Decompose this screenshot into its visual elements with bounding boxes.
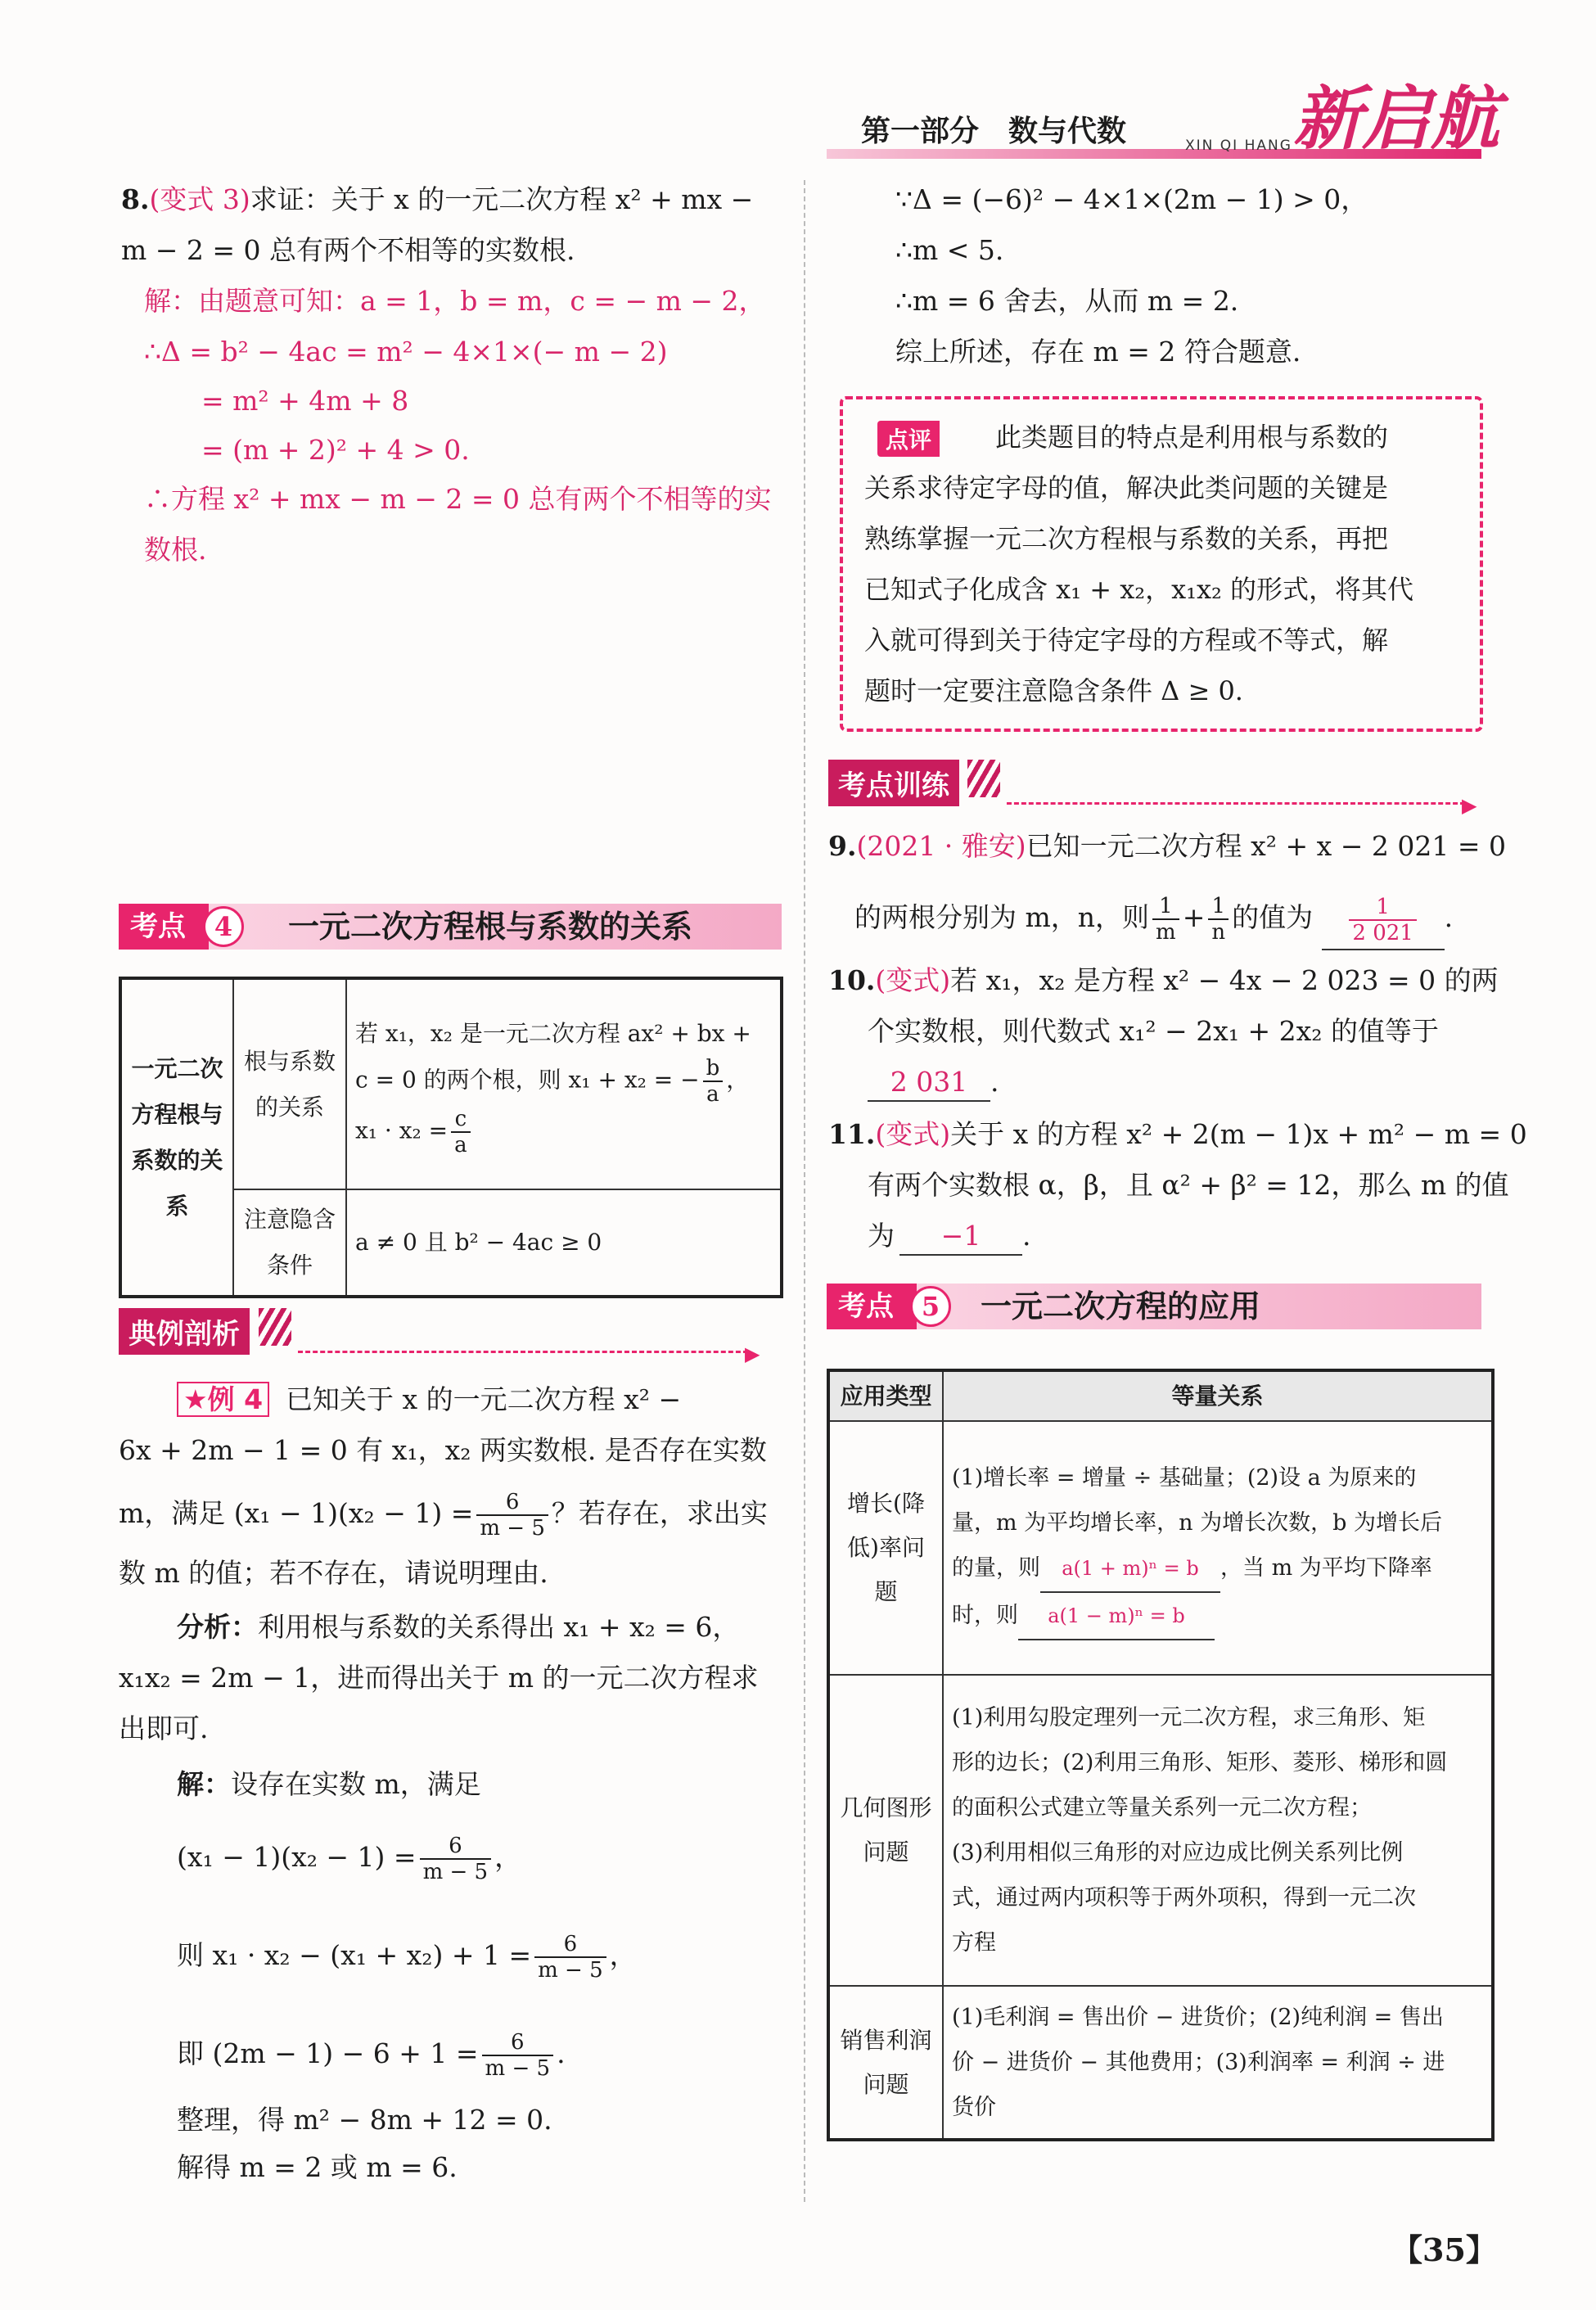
example-line4: 数 m 的值；若不存在，请说明理由. (119, 1557, 548, 1589)
training-tag: 考点训练 (828, 760, 959, 806)
section5-tag: 考点 (827, 1284, 917, 1329)
q8-line2: m − 2 = 0 总有两个不相等的实数根. (121, 234, 575, 266)
comment-line5: 入就可得到关于待定字母的方程或不等式，解 (864, 625, 1389, 656)
training-divider (1007, 802, 1465, 805)
comment-tag: 点评 (877, 421, 940, 457)
analysis-line1: 分析：利用根与系数的关系得出 x₁ + x₂ = 6， (177, 1611, 740, 1643)
right-line1: ∵Δ = (−6)² − 4×1×(2m − 1) > 0， (895, 183, 1368, 215)
table2-row2-content: (1)利用勾股定理列一元二次方程，求三角形、矩 形的边长；(2)利用三角形、矩形、菱形、梯形和圆 的面积公式建立等量关系列一元二次方程； (3)利用相似三角形的对应边成比例关系列比例 式，通过两内项积等于两外项积，得到一元二次 方程 (943, 1675, 1493, 1986)
table2-row1-content: (1)增长率 = 增量 ÷ 基础量；(2)设 a 为原来的 量，m 为平均增长率，n 为增长次数，b 为增长后 的量，则 a(1 + m)ⁿ = b ，当 m 为平均下降率 时，则 a(1 − m)ⁿ = b (943, 1421, 1493, 1675)
solution-line5: 整理，得 m² − 8m + 12 = 0. (177, 2104, 552, 2136)
q9-fraction-1: $\frac{1}{m}$ (1152, 894, 1179, 945)
example-tag: 典例剖析 (119, 1308, 250, 1355)
table2-row1-type: 增长(降低)率问题 (828, 1421, 943, 1675)
section5-title: 一元二次方程的应用 (981, 1288, 1261, 1324)
page-number: 【35】 (1391, 2231, 1497, 2268)
example-stripes (259, 1308, 291, 1346)
example-divider (298, 1351, 748, 1353)
section4-title: 一元二次方程根与系数的关系 (288, 909, 693, 945)
q10-line3: 2 031 . (868, 1064, 999, 1102)
table2-row3-type: 销售利润问题 (828, 1986, 943, 2140)
logo: 新启航 (1293, 78, 1500, 159)
section4-number: 4 (203, 906, 244, 947)
right-line2: ∴m < 5. (895, 234, 1004, 266)
q10-line1: 10.(变式)若 x₁，x₂ 是方程 x² − 4x − 2 023 = 0 的两 (828, 964, 1499, 996)
q8-solution-2: ∴Δ = b² − 4ac = m² − 4×1×(− m − 2) (144, 336, 668, 368)
comment-line2: 关系求待定字母的值，解决此类问题的关键是 (864, 472, 1389, 503)
table1-left-label: 一元二次方程根与系数的关系 (120, 978, 233, 1297)
solution-line2: (x₁ − 1)(x₂ − 1) = $\frac{6}{m - 5}$ ， (177, 1834, 522, 1884)
q11-line2: 有两个实数根 α，β，且 α² + β² = 12，那么 m 的值 (868, 1169, 1509, 1201)
column-divider (804, 180, 805, 2202)
q11-answer: −1 (899, 1218, 1022, 1256)
table2-row3-content: (1)毛利润 = 售出价 − 进货价；(2)纯利润 = 售出 价 − 进货价 − 其他费用；(3)利润率 = 利润 ÷ 进 货价 (943, 1986, 1493, 2140)
q11-line1: 11.(变式)关于 x 的方程 x² + 2(m − 1)x + m² − m = 0 (828, 1118, 1527, 1150)
example-line3: m，满足 (x₁ − 1)(x₂ − 1) = $\frac{6}{m - 5}$ ？若存在，求出实 (119, 1490, 768, 1541)
q8-solution-1: 解：由题意可知：a = 1，b = m，c = − m − 2， (144, 285, 766, 317)
comment-line6: 题时一定要注意隐含条件 Δ ≥ 0. (864, 675, 1243, 706)
q8-line1: 8.(变式 3)求证：关于 x 的一元二次方程 x² + mx − (121, 183, 754, 215)
comment-line3: 熟练掌握一元二次方程根与系数的关系，再把 (864, 523, 1389, 554)
section4-tag: 考点 (119, 904, 209, 950)
training-stripes (967, 760, 1000, 797)
q8-solution-4: = (m + 2)² + 4 > 0. (201, 434, 470, 466)
table2-header-relation: 等量关系 (943, 1370, 1493, 1421)
right-line3: ∴m = 6 舍去，从而 m = 2. (895, 285, 1239, 317)
q9-line2: 的两根分别为 m，n，则 $\frac{1}{m}$ + $\frac{1}{n}$ 的值为 $\frac{1}{2 021}$ . (854, 887, 1453, 950)
q9-line1: 9.(2021 · 雅安)已知一元二次方程 x² + x − 2 021 = 0 (828, 830, 1506, 862)
comment-line1: 此类题目的特点是利用根与系数的 (995, 422, 1389, 453)
arrow-icon: ▶ (1462, 794, 1477, 817)
q11-line3: 为 −1 . (868, 1218, 1031, 1256)
q10-line2: 个实数根，则代数式 x₁² − 2x₁ + 2x₂ 的值等于 (868, 1015, 1439, 1047)
analysis-line2: x₁x₂ = 2m − 1，进而得出关于 m 的一元二次方程求 (119, 1662, 759, 1694)
example-badge: ★例 4 (177, 1382, 269, 1417)
example-line1: ★例 4 已知关于 x 的一元二次方程 x² − (177, 1382, 681, 1418)
comment-line4: 已知式子化成含 x₁ + x₂，x₁x₂ 的形式，将其代 (864, 574, 1414, 605)
table2-row2-type: 几何图形问题 (828, 1675, 943, 1986)
right-line4: 综上所述，存在 m = 2 符合题意. (895, 336, 1301, 368)
part-title: 第一部分 数与代数 (861, 115, 1127, 148)
q9-answer: $\frac{1}{2 021}$ (1322, 888, 1445, 950)
q8-solution-3: = m² + 4m + 8 (201, 385, 409, 417)
solution-line6: 解得 m = 2 或 m = 6. (177, 2151, 458, 2183)
q8-solution-6: 数根. (144, 534, 207, 566)
table2-header-type: 应用类型 (828, 1370, 943, 1421)
table-applications (827, 1369, 1495, 2141)
section5-number: 5 (910, 1286, 951, 1327)
logo-pinyin: XIN QI HANG (1185, 138, 1292, 154)
table1-row2-content: a ≠ 0 且 b² − 4ac ≥ 0 (346, 1189, 782, 1297)
solution-line3: 则 x₁ · x₂ − (x₁ + x₂) + 1 = $\frac{6}{m - 5}$ ， (177, 1932, 637, 1983)
arrow-icon-2: ▶ (745, 1342, 760, 1365)
table1-row2-label: 注意隐含条件 (233, 1189, 346, 1297)
example-line2: 6x + 2m − 1 = 0 有 x₁，x₂ 两实数根. 是否存在实数 (119, 1434, 767, 1466)
solution-line4: 即 (2m − 1) − 6 + 1 = $\frac{6}{m - 5}$ . (177, 2030, 566, 2081)
table1-row1-label: 根与系数的关系 (233, 978, 346, 1189)
q8-solution-5: ∴方程 x² + mx − m − 2 = 0 总有两个不相等的实 (144, 483, 772, 515)
table1-row1-content: 若 x₁，x₂ 是一元二次方程 ax² + bx + c = 0 的两个根，则 x₁ + x₂ = − $\frac{b}{a}$ ， x₁ · x₂ = $\frac{c}{a}$ (346, 978, 782, 1189)
q10-answer: 2 031 (868, 1064, 990, 1102)
table-root-coefficient (119, 977, 783, 1298)
analysis-line3: 出即可. (119, 1712, 209, 1744)
q9-fraction-2: $\frac{1}{n}$ (1208, 894, 1229, 945)
solution-line1: 解：设存在实数 m，满足 (177, 1768, 481, 1800)
